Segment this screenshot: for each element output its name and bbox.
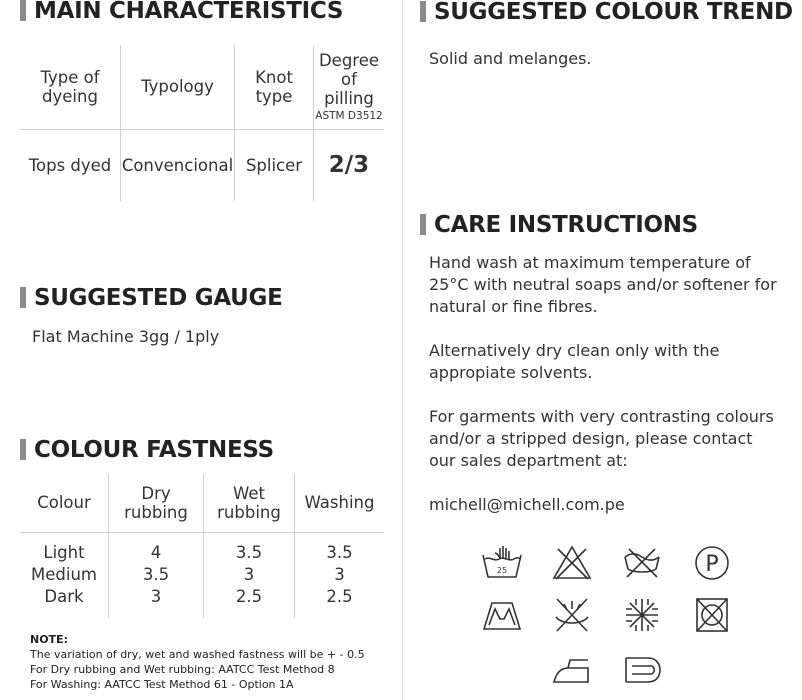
dry-clean-p-icon xyxy=(690,543,734,583)
wash-temp-label: 25 xyxy=(496,566,508,575)
header-dry-line2: rubbing xyxy=(124,502,188,522)
header-pilling xyxy=(314,45,385,129)
do-not-machine-dry-icon xyxy=(690,595,734,635)
header-pilling-standard: ASTM D3512 xyxy=(315,110,383,123)
note-block xyxy=(30,632,365,692)
header-washing: Washing xyxy=(295,474,385,532)
hand-wash-icon xyxy=(480,543,524,583)
fastness-table xyxy=(20,474,384,618)
header-knot-line2: type xyxy=(255,86,293,106)
row-light-colour: Light xyxy=(43,543,85,563)
care-dry-clean-text: Alternatively dry clean only with the appropiate solvents. xyxy=(429,341,720,382)
heading-bar xyxy=(420,1,426,22)
colour-trend-title: SUGGESTED COLOUR TREND xyxy=(434,0,793,25)
do-not-bleach-icon xyxy=(550,543,594,583)
heading-bar xyxy=(20,0,26,21)
column-divider xyxy=(402,0,403,700)
heading-bar xyxy=(420,214,426,235)
row-light-wet: 3.5 xyxy=(235,543,263,563)
value-dyeing: Tops dyed xyxy=(20,129,121,201)
header-wet-rubbing xyxy=(204,474,295,532)
value-pilling: 2/3 xyxy=(314,129,385,201)
do-not-wring-icon xyxy=(620,595,664,635)
colour-column xyxy=(20,532,109,618)
colour-trend-heading xyxy=(420,0,793,26)
care-contact-text: For garments with very contrasting colours and/or a stripped design, please contact our sales department at: xyxy=(429,407,774,470)
iron-low-icon xyxy=(550,650,594,690)
header-dyeing xyxy=(20,45,121,129)
colour-trend-text: Solid and melanges. xyxy=(429,49,592,68)
care-heading xyxy=(420,211,698,239)
do-not-tumble-dry-icon xyxy=(620,543,664,583)
dry-clean-letter: P xyxy=(705,552,719,577)
header-dyeing-line2: dyeing xyxy=(42,86,98,106)
heading-bar xyxy=(20,287,26,308)
characteristics-table xyxy=(20,45,384,201)
row-light-dry: 4 xyxy=(150,543,162,563)
header-colour: Colour xyxy=(20,474,109,532)
note-line-washing: For Washing: AATCC Test Method 61 - Option 1A xyxy=(30,678,294,691)
contact-email-link[interactable]: michell@michell.com.pe xyxy=(429,495,625,514)
fastness-title: COLOUR FASTNESS xyxy=(34,437,274,463)
gauge-heading xyxy=(20,284,283,312)
care-title: CARE INSTRUCTIONS xyxy=(434,212,698,238)
value-knot: Splicer xyxy=(235,129,314,201)
main-characteristics-title: MAIN CHARACTERISTICS xyxy=(34,0,344,24)
note-line-rubbing: For Dry rubbing and Wet rubbing: AATCC Test Method 8 xyxy=(30,663,335,676)
header-pilling-line2: of pilling xyxy=(324,70,374,109)
note-line-variation: The variation of dry, wet and washed fastness will be + - 0.5 xyxy=(30,648,365,661)
header-dyeing-line1: Type of xyxy=(40,67,100,87)
header-knot xyxy=(235,45,314,129)
steam-icon xyxy=(620,650,664,690)
wet-column xyxy=(204,532,295,618)
do-not-dry-in-sun-icon xyxy=(550,595,594,635)
row-dark-washing: 2.5 xyxy=(326,587,353,607)
washing-column xyxy=(295,532,385,618)
dry-flat-icon xyxy=(480,595,524,635)
dry-column xyxy=(109,532,204,618)
gauge-text: Flat Machine 3gg / 1ply xyxy=(32,327,220,346)
row-medium-wet: 3 xyxy=(243,565,255,585)
row-medium-washing: 3 xyxy=(334,565,345,585)
value-typology: Convencional xyxy=(121,129,235,201)
care-hand-wash-text: Hand wash at maximum temperature of 25°C with neutral soaps and/or softener for natural or fine fibres. xyxy=(429,253,777,316)
row-light-washing: 3.5 xyxy=(326,543,353,563)
header-dry-rubbing xyxy=(109,474,204,532)
header-typology-label: Typology xyxy=(141,77,214,97)
row-dark-wet: 2.5 xyxy=(235,587,263,607)
header-knot-line1: Knot xyxy=(255,67,293,87)
row-medium-colour: Medium xyxy=(31,565,97,585)
row-medium-dry: 3.5 xyxy=(142,565,170,585)
header-wet-line1: Wet xyxy=(233,483,265,503)
header-pilling-line1: Degree xyxy=(318,51,380,71)
gauge-title: SUGGESTED GAUGE xyxy=(34,285,283,311)
header-typology xyxy=(121,45,235,129)
note-title: NOTE: xyxy=(30,633,68,646)
row-dark-colour: Dark xyxy=(44,587,84,607)
row-dark-dry: 3 xyxy=(150,587,162,607)
fastness-heading xyxy=(20,436,274,464)
header-wet-line2: rubbing xyxy=(217,502,281,522)
main-characteristics-heading xyxy=(20,0,343,25)
header-dry-line1: Dry xyxy=(141,483,171,503)
heading-bar xyxy=(20,439,26,460)
